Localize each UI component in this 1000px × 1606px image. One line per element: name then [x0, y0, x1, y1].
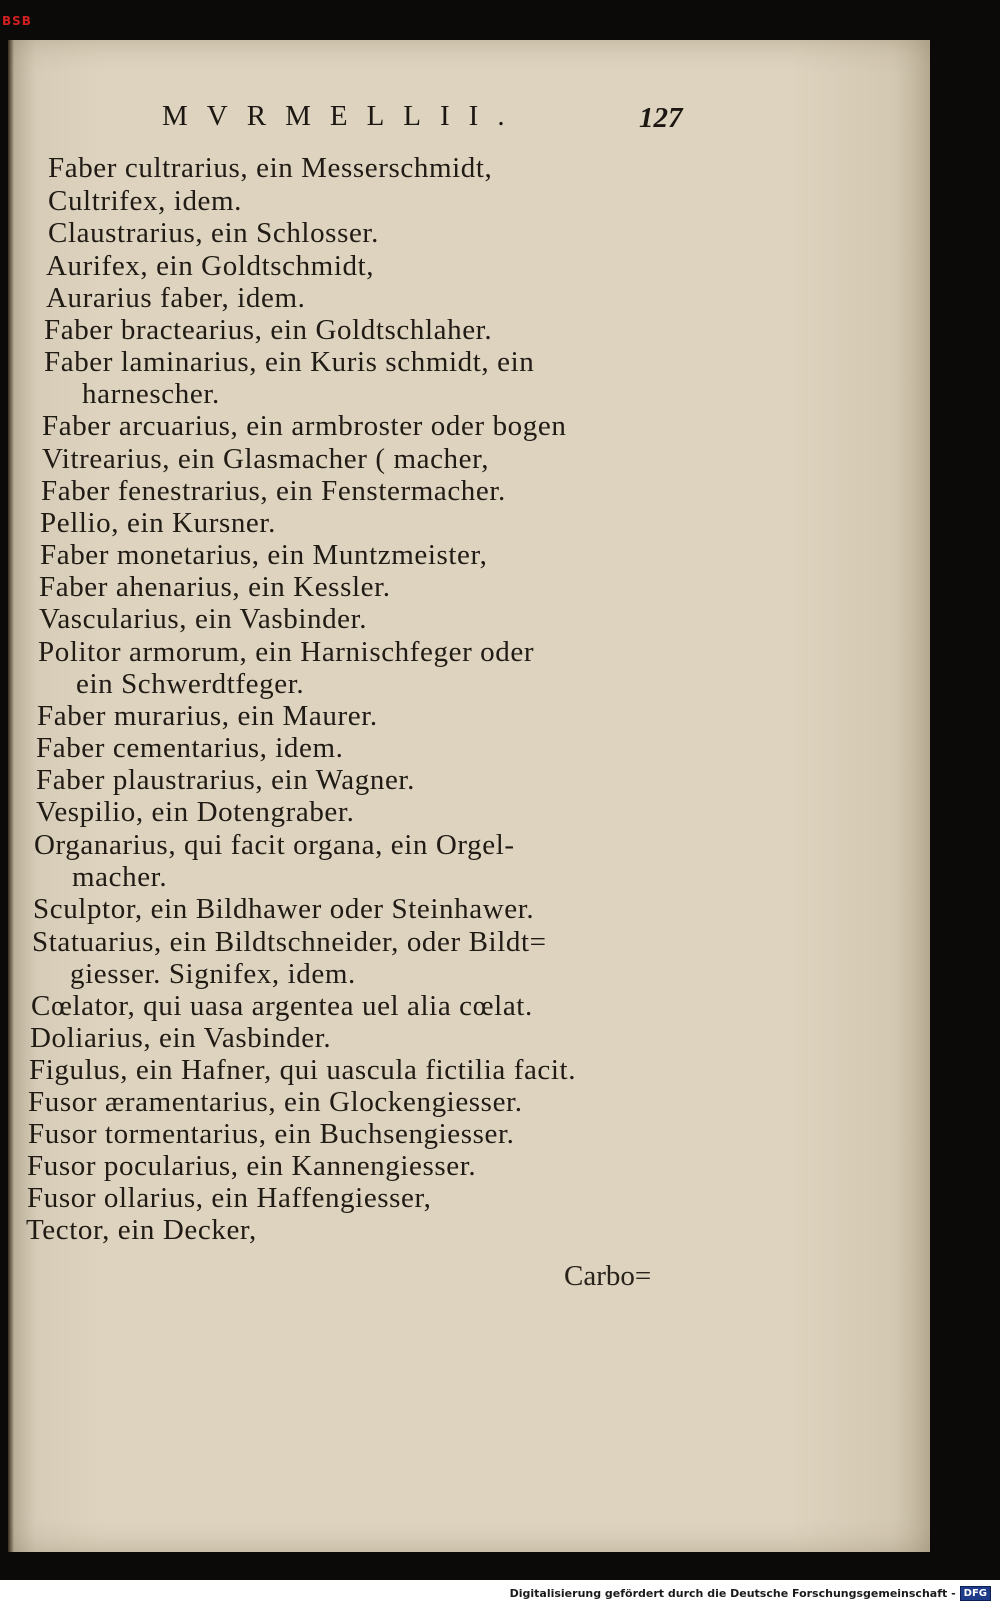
entry-line: Organarius, qui facit organa, ein Orgel- — [34, 829, 515, 861]
entry-line: Fusor tormentarius, ein Buchsengiesser. — [28, 1118, 515, 1150]
entry-line: Politor armorum, ein Harnischfeger oder — [38, 636, 535, 668]
entry-line: Claustrarius, ein Schlosser. — [48, 217, 379, 249]
funding-credit — [507, 1585, 994, 1602]
entry-line: Tector, ein Decker, — [26, 1214, 257, 1246]
entry-line: harnescher. — [82, 378, 220, 410]
entry-line: Faber arcuarius, ein armbroster oder bogen — [42, 410, 567, 442]
dfg-logo: DFG — [960, 1586, 991, 1601]
entry-line: Figulus, ein Hafner, qui uascula fictilia facit. — [29, 1054, 577, 1086]
entry-line: Faber cultrarius, ein Messerschmidt, — [48, 152, 493, 184]
entry-line: Pellio, ein Kursner. — [40, 507, 276, 539]
entry-line: Fusor ollarius, ein Haffengiesser, — [27, 1182, 432, 1214]
page-number: 127 — [639, 102, 683, 134]
entry-line: Sculptor, ein Bildhawer oder Steinhawer. — [33, 893, 535, 925]
entry-line: Faber murarius, ein Maurer. — [37, 700, 378, 732]
entry-line: Faber laminarius, ein Kuris schmidt, ein — [44, 346, 535, 378]
entry-line: giesser. Signifex, idem. — [70, 958, 356, 990]
entry-line: Doliarius, ein Vasbinder. — [30, 1022, 332, 1054]
entry-line: Faber fenestrarius, ein Fenstermacher. — [41, 475, 506, 507]
entry-line: Fusor pocularius, ein Kannengiesser. — [27, 1150, 477, 1182]
entry-line: Aurifex, ein Goldtschmidt, — [46, 250, 375, 282]
library-mark: BSB — [2, 14, 32, 28]
entry-line: ein Schwerdtfeger. — [76, 668, 305, 700]
entry-line: Statuarius, ein Bildtschneider, oder Bildt= — [32, 926, 547, 958]
entry-line: Faber bractearius, ein Goldtschlaher. — [44, 314, 493, 346]
entry-line: Vascularius, ein Vasbinder. — [39, 603, 368, 635]
entry-line: Cultrifex, idem. — [48, 185, 243, 217]
entry-line: Faber monetarius, ein Muntzmeister, — [40, 539, 488, 571]
running-head-title: MVRMELLII. — [162, 100, 524, 132]
entry-line: Aurarius faber, idem. — [46, 282, 306, 314]
entry-line: Faber plaustrarius, ein Wagner. — [36, 764, 415, 796]
entry-line: Vitrearius, ein Glasmacher ( macher, — [42, 443, 490, 475]
entry-line: Faber ahenarius, ein Kessler. — [39, 571, 391, 603]
entry-line: Vespilio, ein Dotengraber. — [36, 796, 355, 828]
entry-line: Faber cementarius, idem. — [36, 732, 344, 764]
entry-line: Fusor æramentarius, ein Glockengiesser. — [28, 1086, 523, 1118]
book-page — [8, 40, 930, 1552]
running-head — [152, 100, 712, 144]
entry-line: Cœlator, qui uasa argentea uel alia cœlat. — [31, 990, 533, 1022]
footer-bar — [0, 1580, 1000, 1606]
funding-text: Digitalisierung gefördert durch die Deutsche Forschungsgemeinschaft - — [509, 1587, 956, 1600]
catchword: Carbo= — [564, 1260, 652, 1292]
entry-line: macher. — [72, 861, 168, 893]
